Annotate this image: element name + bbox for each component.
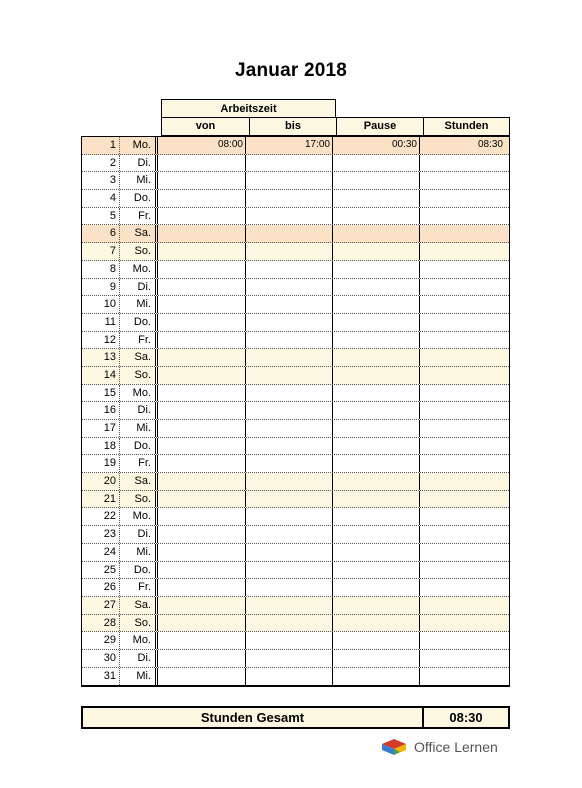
day-number: 18 bbox=[82, 438, 120, 455]
stunden-cell[interactable] bbox=[420, 420, 505, 437]
von-cell[interactable] bbox=[158, 385, 246, 402]
table-row bbox=[82, 172, 509, 190]
table-row bbox=[82, 137, 509, 155]
stunden-cell[interactable] bbox=[420, 155, 505, 172]
weekday-label: Mo. bbox=[120, 261, 158, 278]
pause-cell[interactable] bbox=[333, 279, 420, 296]
day-number: 4 bbox=[82, 190, 120, 207]
von-cell[interactable] bbox=[158, 544, 246, 561]
stunden-cell[interactable] bbox=[420, 296, 505, 313]
stunden-cell[interactable] bbox=[420, 332, 505, 349]
weekday-label: Di. bbox=[120, 155, 158, 172]
total-value[interactable]: 08:30 bbox=[449, 710, 483, 725]
bis-cell[interactable] bbox=[246, 491, 333, 508]
pause-cell[interactable] bbox=[333, 332, 420, 349]
table-row bbox=[82, 190, 509, 208]
von-cell[interactable] bbox=[158, 632, 246, 649]
arbeitszeit-header: Arbeitszeit bbox=[161, 99, 336, 118]
weekday-label: Sa. bbox=[120, 597, 158, 614]
pause-cell[interactable] bbox=[333, 243, 420, 260]
pause-cell[interactable] bbox=[333, 155, 420, 172]
column-headers bbox=[161, 117, 510, 136]
von-cell[interactable] bbox=[158, 314, 246, 331]
von-cell[interactable] bbox=[158, 508, 246, 525]
bis-cell[interactable] bbox=[246, 225, 333, 242]
weekday-label: Mo. bbox=[120, 385, 158, 402]
table-row bbox=[82, 402, 509, 420]
day-number: 31 bbox=[82, 668, 120, 686]
col-header-bis: bis bbox=[250, 118, 337, 135]
day-number: 9 bbox=[82, 279, 120, 296]
table-row bbox=[82, 544, 509, 562]
day-number: 21 bbox=[82, 491, 120, 508]
page-title: Januar 2018 bbox=[234, 60, 348, 81]
stunden-cell[interactable] bbox=[420, 668, 505, 686]
weekday-label: Mo. bbox=[120, 508, 158, 525]
weekday-label: Mi. bbox=[120, 668, 158, 686]
day-number: 10 bbox=[82, 296, 120, 313]
table-row bbox=[82, 261, 509, 279]
von-cell[interactable] bbox=[158, 650, 246, 667]
von-cell[interactable] bbox=[158, 455, 246, 472]
table-row bbox=[82, 225, 509, 243]
stunden-cell[interactable]: 08:30 bbox=[477, 139, 503, 150]
von-cell[interactable] bbox=[158, 615, 246, 632]
stunden-cell[interactable] bbox=[420, 615, 505, 632]
total-row bbox=[81, 706, 510, 729]
pause-cell[interactable] bbox=[333, 314, 420, 331]
table-row bbox=[82, 279, 509, 297]
von-cell[interactable] bbox=[158, 526, 246, 543]
von-cell[interactable] bbox=[158, 172, 246, 189]
bis-cell[interactable] bbox=[246, 155, 333, 172]
pause-cell[interactable] bbox=[333, 526, 420, 543]
stunden-cell[interactable] bbox=[420, 349, 505, 366]
bis-cell[interactable] bbox=[246, 367, 333, 384]
bis-cell[interactable] bbox=[246, 420, 333, 437]
pause-cell[interactable] bbox=[333, 615, 420, 632]
stunden-cell[interactable] bbox=[420, 190, 505, 207]
day-number: 26 bbox=[82, 579, 120, 596]
table-row bbox=[82, 597, 509, 615]
von-cell[interactable] bbox=[158, 243, 246, 260]
day-number: 6 bbox=[82, 225, 120, 242]
stunden-cell[interactable] bbox=[420, 455, 505, 472]
stunden-cell[interactable] bbox=[420, 261, 505, 278]
bis-cell[interactable] bbox=[246, 190, 333, 207]
bis-cell[interactable] bbox=[246, 279, 333, 296]
weekday-label: Fr. bbox=[120, 208, 158, 225]
pause-cell[interactable] bbox=[333, 190, 420, 207]
table-row bbox=[82, 155, 509, 173]
von-cell[interactable] bbox=[158, 279, 246, 296]
weekday-label: Mo. bbox=[120, 137, 158, 154]
stunden-cell[interactable] bbox=[420, 172, 505, 189]
table-row bbox=[82, 632, 509, 650]
day-number: 1 bbox=[82, 137, 120, 154]
table-row bbox=[82, 367, 509, 385]
day-number: 2 bbox=[82, 155, 120, 172]
weekday-label: So. bbox=[120, 491, 158, 508]
von-cell[interactable] bbox=[158, 473, 246, 490]
pause-cell[interactable] bbox=[333, 579, 420, 596]
pause-cell[interactable] bbox=[333, 473, 420, 490]
bis-cell[interactable] bbox=[246, 314, 333, 331]
table-row bbox=[82, 314, 509, 332]
day-number: 11 bbox=[82, 314, 120, 331]
stunden-cell[interactable] bbox=[420, 544, 505, 561]
day-number: 29 bbox=[82, 632, 120, 649]
bis-cell[interactable] bbox=[246, 349, 333, 366]
pause-cell[interactable] bbox=[333, 438, 420, 455]
pause-cell[interactable] bbox=[333, 367, 420, 384]
weekday-label: Di. bbox=[120, 650, 158, 667]
bis-cell[interactable]: 17:00 bbox=[246, 137, 333, 154]
von-cell[interactable] bbox=[158, 402, 246, 419]
stunden-cell[interactable] bbox=[420, 279, 505, 296]
table-row bbox=[82, 668, 509, 686]
table-row bbox=[82, 455, 509, 473]
von-cell[interactable] bbox=[158, 438, 246, 455]
bis-cell[interactable] bbox=[246, 296, 333, 313]
pause-cell[interactable] bbox=[333, 225, 420, 242]
stunden-cell[interactable] bbox=[420, 526, 505, 543]
stunden-cell[interactable] bbox=[420, 473, 505, 490]
von-cell[interactable] bbox=[158, 367, 246, 384]
pause-cell[interactable] bbox=[333, 668, 420, 686]
von-cell[interactable]: 08:00 bbox=[158, 137, 246, 154]
pause-cell[interactable] bbox=[333, 261, 420, 278]
stunden-cell[interactable] bbox=[420, 562, 505, 579]
day-number: 17 bbox=[82, 420, 120, 437]
weekday-label: Mi. bbox=[120, 296, 158, 313]
weekday-label: Do. bbox=[120, 190, 158, 207]
office-lernen-logo bbox=[380, 736, 498, 758]
day-number: 22 bbox=[82, 508, 120, 525]
weekday-label: Do. bbox=[120, 314, 158, 331]
von-cell[interactable] bbox=[158, 190, 246, 207]
total-label: Stunden Gesamt bbox=[83, 708, 424, 727]
weekday-label: Do. bbox=[120, 562, 158, 579]
stunden-cell[interactable] bbox=[420, 225, 505, 242]
pause-cell[interactable] bbox=[333, 544, 420, 561]
table-row bbox=[82, 208, 509, 226]
pause-cell[interactable] bbox=[333, 650, 420, 667]
bis-cell[interactable] bbox=[246, 668, 333, 686]
table-row bbox=[82, 650, 509, 668]
table-row bbox=[82, 473, 509, 491]
weekday-label: Di. bbox=[120, 402, 158, 419]
day-number: 20 bbox=[82, 473, 120, 490]
weekday-label: So. bbox=[120, 243, 158, 260]
bis-cell[interactable] bbox=[246, 579, 333, 596]
day-number: 28 bbox=[82, 615, 120, 632]
stunden-cell[interactable] bbox=[420, 597, 505, 614]
von-cell[interactable] bbox=[158, 349, 246, 366]
table-row bbox=[82, 491, 509, 509]
weekday-label: Fr. bbox=[120, 332, 158, 349]
weekday-label: Fr. bbox=[120, 579, 158, 596]
bis-cell[interactable] bbox=[246, 615, 333, 632]
von-cell[interactable] bbox=[158, 579, 246, 596]
von-cell[interactable] bbox=[158, 420, 246, 437]
bis-cell[interactable] bbox=[246, 650, 333, 667]
pause-cell[interactable] bbox=[333, 296, 420, 313]
bis-cell[interactable] bbox=[246, 508, 333, 525]
weekday-label: Sa. bbox=[120, 225, 158, 242]
stunden-cell[interactable] bbox=[420, 579, 505, 596]
pause-cell[interactable] bbox=[333, 455, 420, 472]
weekday-label: Fr. bbox=[120, 455, 158, 472]
stunden-cell[interactable] bbox=[420, 491, 505, 508]
pause-cell[interactable] bbox=[333, 491, 420, 508]
bis-cell[interactable] bbox=[246, 385, 333, 402]
stunden-cell[interactable] bbox=[420, 632, 505, 649]
table-row bbox=[82, 349, 509, 367]
table-row bbox=[82, 562, 509, 580]
weekday-label: Di. bbox=[120, 279, 158, 296]
von-cell[interactable] bbox=[158, 296, 246, 313]
weekday-label: Sa. bbox=[120, 473, 158, 490]
weekday-label: So. bbox=[120, 615, 158, 632]
bis-cell[interactable] bbox=[246, 526, 333, 543]
day-number: 12 bbox=[82, 332, 120, 349]
bis-cell[interactable] bbox=[246, 261, 333, 278]
weekday-label: Mi. bbox=[120, 172, 158, 189]
pause-cell[interactable] bbox=[333, 402, 420, 419]
bis-cell[interactable] bbox=[246, 473, 333, 490]
table-row bbox=[82, 385, 509, 403]
day-number: 5 bbox=[82, 208, 120, 225]
table-row bbox=[82, 615, 509, 633]
von-cell[interactable] bbox=[158, 332, 246, 349]
day-number: 7 bbox=[82, 243, 120, 260]
pause-cell[interactable] bbox=[333, 632, 420, 649]
bis-cell[interactable] bbox=[246, 172, 333, 189]
day-number: 23 bbox=[82, 526, 120, 543]
bis-cell[interactable] bbox=[246, 455, 333, 472]
day-number: 3 bbox=[82, 172, 120, 189]
stunden-cell[interactable] bbox=[420, 314, 505, 331]
bis-cell[interactable] bbox=[246, 402, 333, 419]
von-cell[interactable] bbox=[158, 155, 246, 172]
table-row bbox=[82, 332, 509, 350]
day-number: 8 bbox=[82, 261, 120, 278]
timesheet-table bbox=[81, 136, 510, 687]
bis-cell[interactable] bbox=[246, 438, 333, 455]
stunden-cell[interactable] bbox=[420, 508, 505, 525]
von-cell[interactable] bbox=[158, 491, 246, 508]
pause-cell[interactable] bbox=[333, 562, 420, 579]
stunden-cell[interactable] bbox=[420, 402, 505, 419]
pause-cell[interactable] bbox=[333, 420, 420, 437]
col-header-stunden: Stunden bbox=[444, 120, 489, 132]
table-row bbox=[82, 579, 509, 597]
weekday-label: Mo. bbox=[120, 632, 158, 649]
stunden-cell[interactable] bbox=[420, 438, 505, 455]
pause-cell[interactable] bbox=[333, 385, 420, 402]
day-number: 30 bbox=[82, 650, 120, 667]
day-number: 14 bbox=[82, 367, 120, 384]
stunden-cell[interactable] bbox=[420, 208, 505, 225]
pause-cell[interactable] bbox=[333, 208, 420, 225]
von-cell[interactable] bbox=[158, 225, 246, 242]
pause-cell[interactable] bbox=[333, 597, 420, 614]
table-row bbox=[82, 243, 509, 261]
table-row bbox=[82, 420, 509, 438]
logo-text: Office Lernen bbox=[414, 739, 498, 755]
table-row bbox=[82, 508, 509, 526]
bis-cell[interactable] bbox=[246, 562, 333, 579]
von-cell[interactable] bbox=[158, 597, 246, 614]
bis-cell[interactable] bbox=[246, 597, 333, 614]
table-row bbox=[82, 438, 509, 456]
pause-cell[interactable]: 00:30 bbox=[333, 137, 420, 154]
stunden-cell[interactable] bbox=[420, 367, 505, 384]
pause-cell[interactable] bbox=[333, 172, 420, 189]
day-number: 27 bbox=[82, 597, 120, 614]
von-cell[interactable] bbox=[158, 261, 246, 278]
bis-cell[interactable] bbox=[246, 544, 333, 561]
day-number: 25 bbox=[82, 562, 120, 579]
stunden-cell[interactable] bbox=[420, 385, 505, 402]
day-number: 19 bbox=[82, 455, 120, 472]
bis-cell[interactable] bbox=[246, 332, 333, 349]
von-cell[interactable] bbox=[158, 668, 246, 686]
weekday-label: Do. bbox=[120, 438, 158, 455]
table-row bbox=[82, 296, 509, 314]
bis-cell[interactable] bbox=[246, 208, 333, 225]
weekday-label: So. bbox=[120, 367, 158, 384]
col-header-pause: Pause bbox=[337, 118, 424, 135]
weekday-label: Di. bbox=[120, 526, 158, 543]
table-row bbox=[82, 526, 509, 544]
von-cell[interactable] bbox=[158, 208, 246, 225]
weekday-label: Mi. bbox=[120, 544, 158, 561]
day-number: 13 bbox=[82, 349, 120, 366]
pause-cell[interactable] bbox=[333, 508, 420, 525]
von-cell[interactable] bbox=[158, 562, 246, 579]
col-header-von: von bbox=[162, 118, 250, 135]
day-number: 16 bbox=[82, 402, 120, 419]
pause-cell[interactable] bbox=[333, 349, 420, 366]
stunden-cell[interactable] bbox=[420, 243, 505, 260]
bis-cell[interactable] bbox=[246, 632, 333, 649]
weekday-label: Mi. bbox=[120, 420, 158, 437]
weekday-label: Sa. bbox=[120, 349, 158, 366]
day-number: 24 bbox=[82, 544, 120, 561]
office-lernen-logo-icon bbox=[380, 738, 408, 756]
stunden-cell[interactable] bbox=[420, 650, 505, 667]
day-number: 15 bbox=[82, 385, 120, 402]
bis-cell[interactable] bbox=[246, 243, 333, 260]
